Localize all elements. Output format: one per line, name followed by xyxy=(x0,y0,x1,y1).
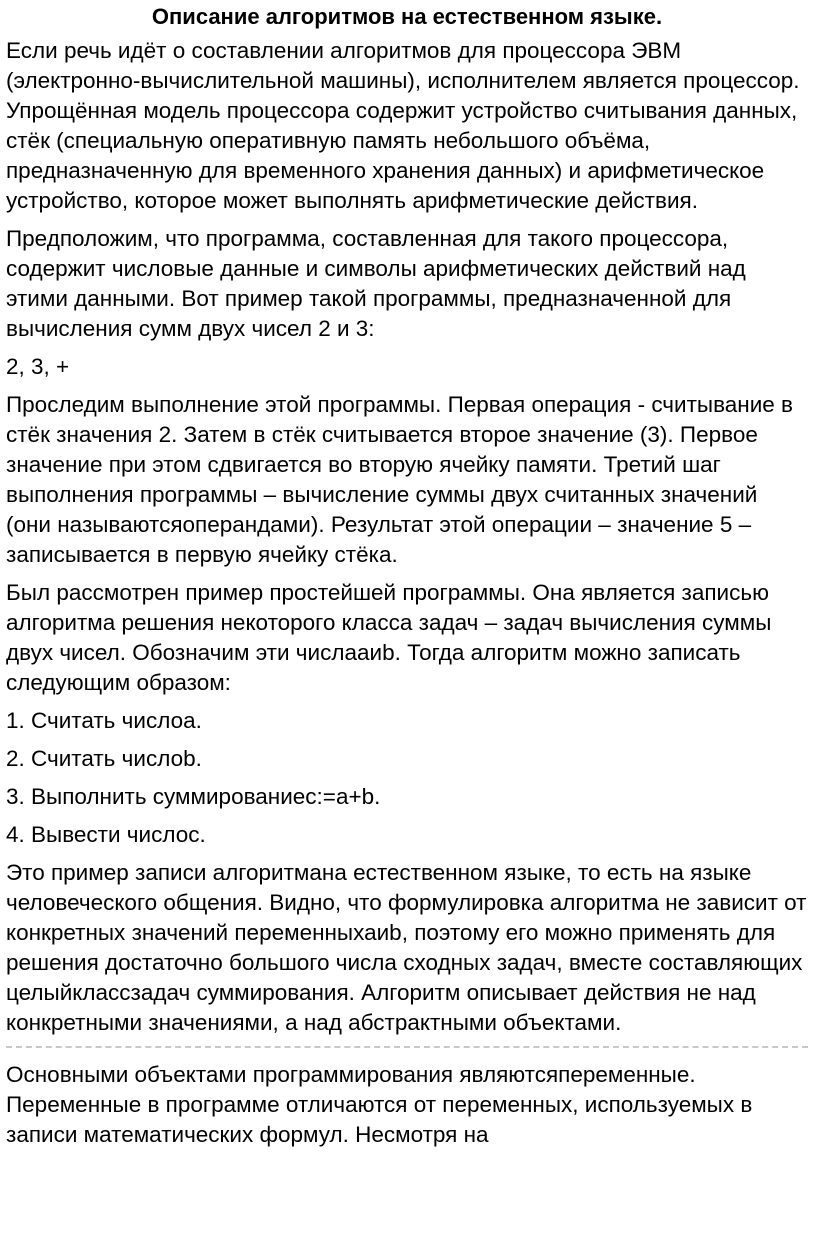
paragraph-variables: Основными объектами программирования являютсяпеременные. Переменные в программе отличаются от переменных, используемых в записи математических формул. Несмотря на xyxy=(6,1062,753,1147)
algorithm-step-1: 1. Считать числоа. xyxy=(6,708,202,733)
paragraph-natural-language: Это пример записи алгоритмана естественном языке, то есть на языке человеческого общения. Видно, что формулировка алгоритма не зависит от конкретных значений переменныхаиb, поэтому его можно применять для решения достаточно большого числа сходных задач, вместе составляющих целыйклассзадач суммирования. Алгоритм описывает действия не над конкретными значениями, а над абстрактными объектами. xyxy=(6,860,807,1035)
algorithm-step-3: 3. Выполнить суммированиес:=a+b. xyxy=(6,784,381,809)
paragraph-execution-trace: Проследим выполнение этой программы. Первая операция - считывание в стёк значения 2. Затем в стёк считывается второе значение (3). Первое значение при этом сдвигается во вторую ячейку памяти. Третий шаг выполнения программы – вычисление суммы двух считанных значений (они называютсяоперандами). Результат этой операции – значение 5 – записывается в первую ячейку стёка. xyxy=(6,392,794,567)
section-divider xyxy=(6,1046,808,1048)
paragraph-program-example: Предположим, что программа, составленная для такого процессора, содержит числовые данные и символы арифметических действий над этими данными. Вот пример такой программы, предназначенной для вычисления сумм двух чисел 2 и 3: xyxy=(6,226,746,341)
program-listing: 2, 3, + xyxy=(6,354,70,379)
paragraph-processor-model: Если речь идёт о составлении алгоритмов для процессора ЭВМ (электронно-вычислительной машины), исполнителем является процессор. Упрощённая модель процессора содержит устройство считывания данных, стёк (специальную оперативную память небольшого объёма, предназначенную для временного хранения данных) и арифметическое устройство, которое может выполнять арифметические действия. xyxy=(6,38,800,213)
algorithm-step-4: 4. Вывести числос. xyxy=(6,822,206,847)
paragraph-algorithm-intro: Был рассмотрен пример простейшей программы. Она является записью алгоритма решения некоторого класса задач – задач вычисления суммы двух чисел. Обозначим эти числааиb. Тогда алгоритм можно записать следующим образом: xyxy=(6,580,772,695)
algorithm-step-2: 2. Считать числоb. xyxy=(6,746,202,771)
document-title: Описание алгоритмов на естественном языке. xyxy=(151,4,663,29)
